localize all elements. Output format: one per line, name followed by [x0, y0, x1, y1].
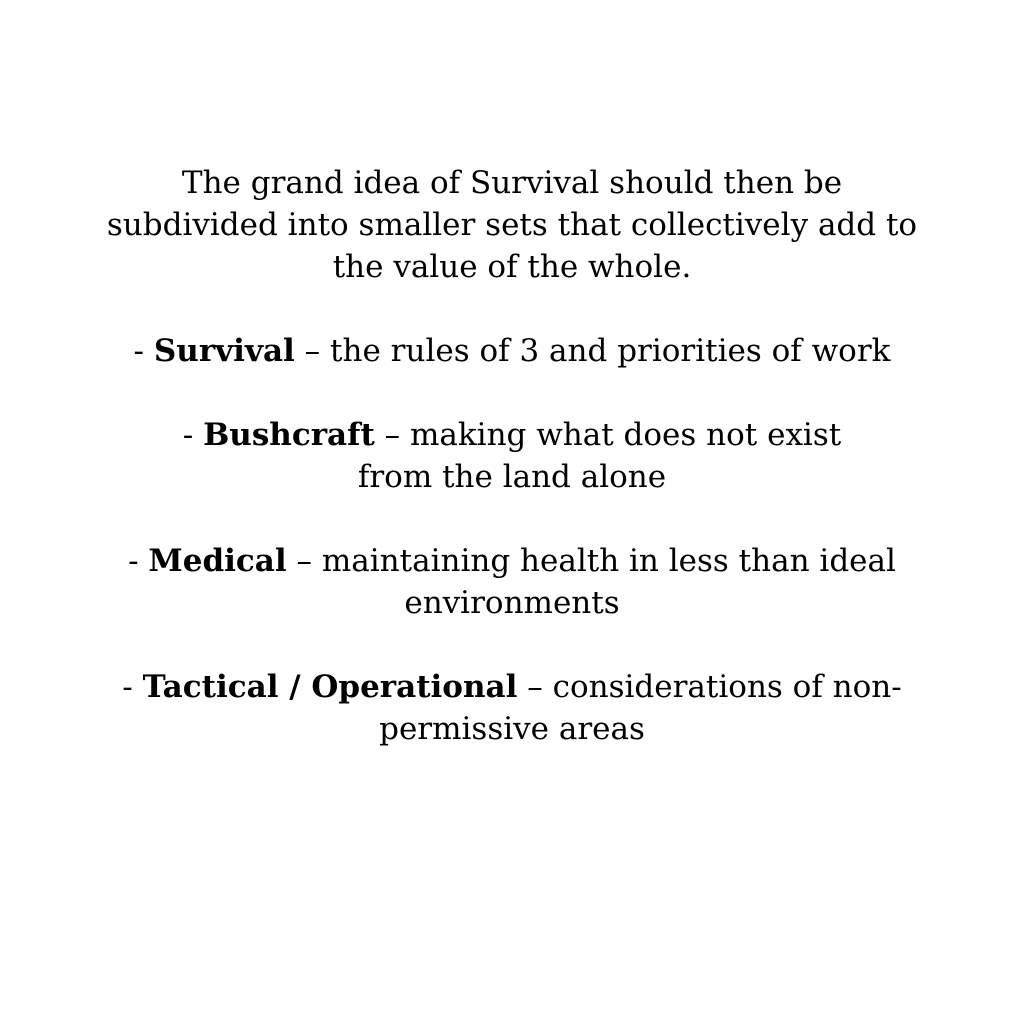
list-item-survival	[132, 330, 892, 372]
list-item-medical	[122, 540, 902, 624]
dash-separator: –	[374, 417, 411, 453]
bullet-prefix: -	[133, 333, 154, 369]
list-item-bushcraft	[142, 414, 882, 498]
item-term: Survival	[153, 333, 295, 369]
item-description: considerations of non-permissive areas	[379, 669, 902, 747]
bullet-prefix: -	[182, 417, 204, 453]
item-description: making what does not exist from the land alone	[357, 417, 842, 495]
item-term: Tactical / Operational	[142, 669, 518, 705]
item-description: maintaining health in less than ideal environments	[321, 543, 896, 621]
item-term: Medical	[148, 543, 287, 579]
dash-separator: –	[517, 669, 553, 705]
list-item-tactical-operational	[112, 666, 912, 750]
item-term: Bushcraft	[203, 417, 375, 453]
intro-paragraph: The grand idea of Survival should then be subdivided into smaller sets that collectively add to the value of the whole.	[106, 165, 918, 285]
dash-separator: –	[294, 333, 331, 369]
bullet-prefix: -	[128, 543, 149, 579]
dash-separator: –	[286, 543, 322, 579]
bullet-prefix: -	[122, 669, 143, 705]
item-description: the rules of 3 and priorities of work	[330, 333, 891, 369]
slide-body	[80, 162, 944, 750]
